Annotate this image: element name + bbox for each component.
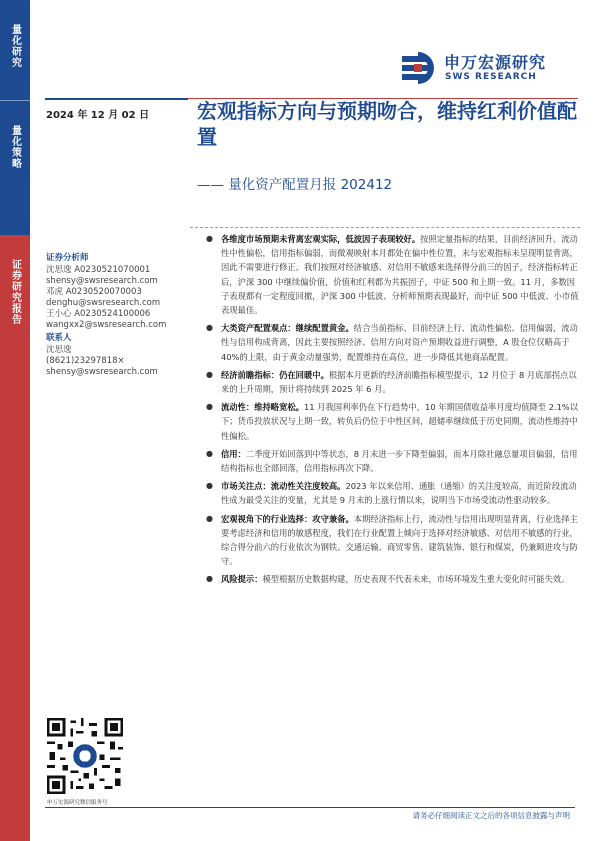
footer-divider — [45, 807, 575, 808]
sidebar-tab-securities-report: 证券研究报告 — [0, 235, 30, 841]
bullet-icon: ● — [206, 369, 213, 379]
sidebar-tab-quant-strategy: 量化策略 — [0, 100, 30, 235]
sidebar-tab-quant-research: 量化研究 — [0, 0, 30, 100]
report-date: 2024 年 12 月 02 日 — [46, 110, 150, 121]
report-subtitle: —— 量化资产配置月报 202412 — [197, 177, 393, 193]
contact-line: 沈思逸 — [46, 345, 72, 355]
bullet-icon: ● — [206, 402, 213, 412]
analyst-email[interactable]: shensy@swsresearch.com — [46, 276, 158, 286]
bullet-item: ● 宏观视角下的行业选择：攻守兼备。本期经济指标上行，流动性与信用出现明显背离，行业选择主要考虑经济和信用的敏感程度，我们在行业配置上倾向于选择对经济敏感、对信用不敏感的行业，综合得分前六的行业依次为钢铁、交通运输、商贸零售、建筑装饰、银行和煤炭，仍兼顾进攻与防守。 — [206, 513, 578, 567]
analyst-line: 邓虎 A0230520070003 — [46, 287, 142, 297]
logo-text-cn: 申万宏源研究 — [444, 53, 547, 72]
bullet-icon: ● — [206, 234, 213, 243]
analyst-email[interactable]: denghu@swsresearch.com — [46, 298, 161, 308]
bullet-icon: ● — [206, 574, 213, 584]
qr-caption: 申万宏源研究微信服务号 — [47, 800, 108, 806]
bullet-item: ● 各维度市场预期未背离宏观实际，低波因子表现较好。按照定量指标的结果，目前经济回升、流动性中性偏松，信用指标偏弱，而微观映射本月都处在偏中性位置，未与宏观指标未呈现明显背离，因此不需要进行修正。我们按照对经济敏感、对信用不敏感来选择得分前三的因子，经济指标转正后，沪深 300 中继续偏价值，价值和红利都为共振因子，中证 500 和上期一致。11 月，多数因子表现都有一定程度回撤，沪深 300 中低波、分析师预期表现最好，而中证 500 中低波、小市值表现最佳。 — [206, 234, 579, 316]
date-divider — [45, 98, 188, 100]
logo-mark-icon — [400, 50, 440, 86]
analyst-email[interactable]: wangxx2@swsresearch.com — [46, 320, 167, 330]
logo-text-en: SWS RESEARCH — [445, 72, 537, 82]
contact-heading: 联系人 — [46, 333, 72, 343]
analyst-line: 王小心 A0230524100006 — [46, 309, 151, 319]
bullet-item: ● 流动性：维持略宽松。11 月我国利率仍在下行趋势中，10 年期国债收益率月度均值降至 2.1%以下；货币投放状况与上期一致，转负后仍位于中性区间，超储率继续低于历史同期，流动性维持中性偏松。 — [206, 402, 579, 441]
analyst-heading: 证券分析师 — [46, 253, 89, 263]
report-title: 宏观指标方向与预期吻合，维持红利价值配置 — [197, 99, 577, 149]
footer-disclaimer: 请务必仔细阅读正文之后的各项信息披露与声明 — [412, 811, 570, 820]
bullet-item: ● 经济前瞻指标：仍在回暖中。根据本月更新的经济前瞻指标模型提示，12 月位于 8 月底部拐点以来的上升周期，预计将持续到 2025 年 6 月。 — [206, 369, 577, 395]
summary-bullets — [206, 232, 582, 587]
bullet-icon: ● — [206, 448, 213, 458]
subtitle-divider — [190, 227, 580, 228]
bullet-item: ● 市场关注点：流动性关注度较高。2023 年以来信用、通胀（通缩）的关注度较高，而近阶段流动性成为最受关注的变量，尤其是 9 月末的上涨行情以来，说明当下市场受流动性驱动较多。 — [206, 481, 577, 506]
bullet-icon: ● — [206, 481, 213, 491]
bullet-icon: ● — [206, 513, 213, 523]
analyst-panel — [46, 253, 186, 378]
bullet-item: ● 风险提示：模型根据历史数据构建，历史表现不代表未来，市场环境发生重大变化时可能失效。 — [206, 572, 582, 586]
bullet-item: ● 信用：二季度开始回落到中等状态，8 月末进一步下降至偏弱，而本月除社融总量项目偏弱，信用结构指标也全部回落，信用指标再次下降。 — [206, 448, 578, 474]
contact-email[interactable]: shensy@swsresearch.com — [46, 367, 158, 377]
contact-phone: (8621)23297818× — [46, 356, 125, 366]
bullet-icon: ● — [206, 323, 213, 333]
qr-code-icon[interactable] — [47, 718, 123, 794]
analyst-line: 沈思逸 A0230521070001 — [46, 265, 151, 275]
bullet-item: ● 大类资产配置观点：继续配置黄金。结合当前指标、目前经济上行、流动性偏松、信用偏弱，流动性与信用构成背离，因此主要按照经济、信用方向对资产预期收益进行调整，A 股仓位仅略高于 40%的上限，由于黄金动量强势，配置维持在高位，进一步降低其他商品配置。 — [206, 323, 578, 362]
company-logo — [400, 48, 570, 88]
sidebar — [0, 0, 30, 841]
